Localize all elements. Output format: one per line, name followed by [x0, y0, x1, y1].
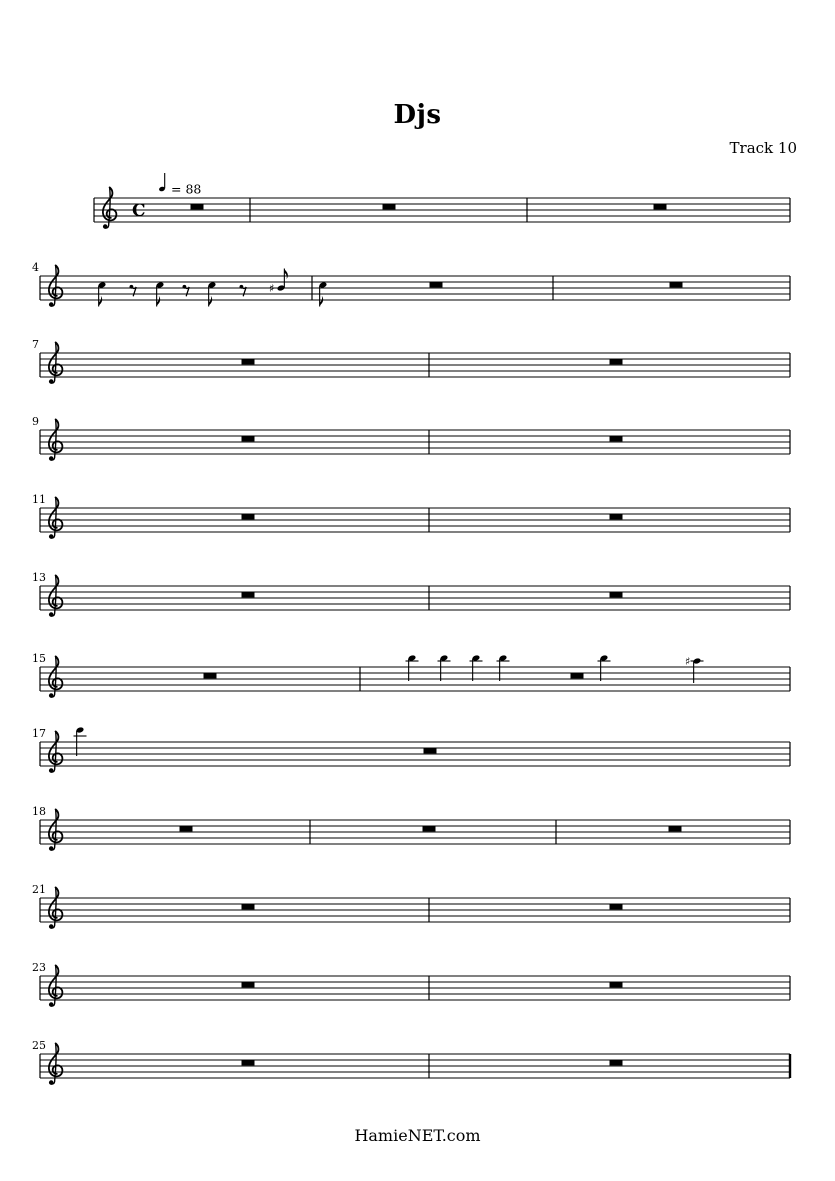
- staff-system: [32, 1039, 790, 1085]
- tempo-text: = 88: [171, 181, 202, 197]
- note: [470, 654, 483, 681]
- whole-rest: [670, 282, 683, 287]
- measure-number: 17: [32, 727, 46, 740]
- whole-rest: [242, 904, 255, 909]
- measure-number: 23: [32, 961, 46, 974]
- measure-number: 4: [32, 261, 39, 274]
- note: [438, 654, 451, 681]
- time-signature: C: [132, 200, 146, 221]
- whole-rest: [610, 592, 623, 597]
- whole-rest: [180, 826, 193, 831]
- whole-rest: [571, 673, 584, 678]
- whole-rest: [610, 514, 623, 519]
- measure-number: 15: [32, 652, 46, 665]
- staff-system: [32, 652, 790, 698]
- measure-number: 21: [32, 883, 46, 896]
- staff-system: [32, 493, 790, 539]
- whole-rest: [610, 904, 623, 909]
- tempo-marking: [158, 173, 201, 197]
- whole-rest: [610, 982, 623, 987]
- measure-number: 25: [32, 1039, 46, 1052]
- whole-rest: [383, 204, 396, 209]
- sharp-icon: ♯: [269, 281, 275, 295]
- whole-rest: [610, 1060, 623, 1065]
- whole-rest: [430, 282, 443, 287]
- whole-rest: [610, 436, 623, 441]
- track-label: Track 10: [729, 139, 797, 157]
- staff-system: [32, 415, 790, 461]
- note: [598, 654, 611, 681]
- note: [497, 654, 510, 681]
- staff-system: [32, 338, 790, 384]
- note: [406, 654, 419, 681]
- staff-system: [32, 961, 790, 1007]
- staff-system: [32, 805, 790, 851]
- page-title: Djs: [393, 100, 442, 130]
- whole-rest: [242, 1060, 255, 1065]
- footer-site-label: HamieNET.com: [354, 1126, 481, 1145]
- whole-rest: [191, 204, 204, 209]
- whole-rest: [204, 673, 217, 678]
- whole-rest: [423, 826, 436, 831]
- whole-rest: [654, 204, 667, 209]
- staff-system: [94, 173, 790, 229]
- staff-system: [32, 571, 790, 617]
- whole-rest: [242, 514, 255, 519]
- measure-number: 7: [32, 338, 39, 351]
- measure-number: 18: [32, 805, 46, 818]
- measure-number: 11: [32, 493, 46, 506]
- whole-rest: [242, 592, 255, 597]
- whole-rest: [669, 826, 682, 831]
- measure-number: 13: [32, 571, 46, 584]
- sharp-icon: ♯: [685, 654, 691, 668]
- staff-system: [32, 261, 790, 307]
- whole-rest: [242, 982, 255, 987]
- whole-rest: [424, 748, 437, 753]
- measure-number: 9: [32, 415, 39, 428]
- note: [74, 726, 87, 756]
- whole-rest: [242, 436, 255, 441]
- staff-system: [32, 883, 790, 929]
- staff-system: [32, 726, 790, 772]
- whole-rest: [610, 359, 623, 364]
- whole-rest: [242, 359, 255, 364]
